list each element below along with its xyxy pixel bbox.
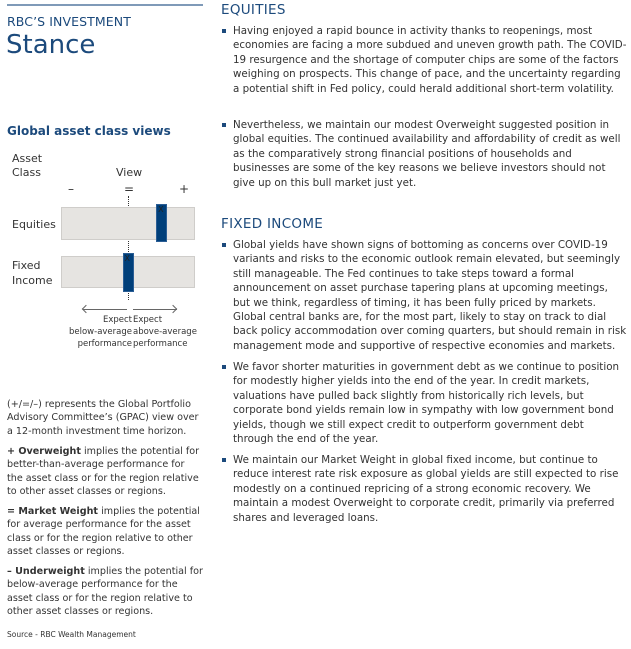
equities-bullet-text: Nevertheless, we maintain our modest Overweight suggested position in global equities. The continued availability and affordability of credit as well as the comparatively strong financial positions of households and businesses are some of the key reasons we believe investors should not give up on this bull market just yet. [233,119,621,189]
equities-section-title: EQUITIES [221,2,286,18]
legend-underweight-term: – Underweight [7,566,85,577]
row-label-fixed-income-line1: Fixed [12,259,41,272]
asset-class-header-line1: Asset [12,152,43,165]
source-note: Source - RBC Wealth Management [7,630,136,639]
fixed-income-bullet-text: We favor shorter maturities in government debt as we continue to position for modestly higher yields into the end of the year. In credit markets, valuations have pulled back slightly from historically rich levels, but corporate bond yields remain low in sympathy with low government bond yields, though we still expect credit to outperform government debt through the end of the year. [233,361,620,446]
below-caption-line1: Expect [102,315,132,325]
left-arrow-icon [82,305,90,313]
bullet-icon [222,243,226,247]
asset-class-header-line2: Class [12,166,41,179]
legend-intro: (+/=/–) represents the Global Portfolio Advisory Committee’s (GPAC) view over a 12-month investment time horizon. [7,399,199,437]
fixed-income-bullet [221,238,627,353]
equities-view-track [61,207,195,240]
legend-market-weight-text: implies the potential for average performance for the asset class or for the region relative to other asset classes or regions. [7,506,200,558]
view-header: View [116,166,143,179]
fixed-income-bullet [221,453,627,525]
legend-market-weight [7,505,203,559]
fixed-income-view-marker [123,253,134,292]
legend-overweight-text: implies the potential for better-than-average performance for the asset class or for the region relative to other asset classes or regions. [7,446,200,498]
fixed-income-bullet [221,360,627,446]
legend-underweight-text: implies the potential for below-average performance for the asset class or for the region relative to other asset classes or regions. [7,566,203,618]
scale-marketweight-sign: = [124,182,135,196]
above-caption-line2: above-average [133,327,197,337]
legend-overweight [7,445,203,499]
above-caption-line1: Expect [133,315,163,325]
bullet-icon [222,458,226,462]
scale-underweight-sign: – [68,182,74,196]
below-caption-line3: performance [77,339,132,349]
legend-overweight-term: + Overweight [7,446,81,457]
scale-overweight-sign: + [179,182,190,196]
page-kicker: RBC’S INVESTMENT [7,14,131,29]
equities-view-marker [156,204,167,242]
fixed-income-bullet-text: Global yields have shown signs of bottoming as concerns over COVID-19 variants and risks to the economic outlook remain elevated, but seemingly still manageable. The Fed continues to take steps toward a formal announcement on asset purchase tapering plans at upcoming meetings, but we think, regardless of timing, it has been fully priced by markets. Global central banks are, for the most part, likely to stay on track to dial back policy accommodation over coming quarters, but should remain in risk management mode and supportive of respective economies and markets. [233,239,627,352]
page-title: Stance [6,30,96,60]
bullet-icon [222,365,226,369]
legend-underweight [7,565,203,619]
above-average-caption [133,314,197,350]
above-caption-line3: performance [133,339,188,349]
row-label-fixed-income-line2: Income [12,274,53,287]
row-label-equities: Equities [12,218,56,231]
equities-bullet-text: Having enjoyed a rapid bounce in activity thanks to reopenings, most economies are facing a more subdued and uneven growth path. The COVID-19 resurgence and the shortage of computer chips are some of the factors weighing on prospects. This change of pace, and the uncertainty regarding a potential shift in Fed policy, could herald additional short-term volatility. [233,25,627,95]
equities-bullet [221,118,627,190]
asset-class-views-chart [7,0,217,360]
below-average-caption [69,314,132,350]
fixed-income-section-title: FIXED INCOME [221,216,324,232]
equities-bullet [221,24,627,96]
views-section-title: Global asset class views [7,124,171,138]
right-arrow-icon [169,305,177,313]
bullet-icon [222,123,226,127]
fixed-income-bullet-text: We maintain our Market Weight in global fixed income, but continue to reduce interest rate risk exposure as global yields are still expected to rise modestly on a continued repricing of a strong economic recovery. We maintain a modest Overweight to corporate credit, primarily via preferred shares and leveraged loans. [233,454,619,524]
marker-x-label: X [158,205,164,214]
legend-market-weight-term: = Market Weight [7,506,99,517]
below-caption-line2: below-average [68,327,132,337]
bullet-icon [222,29,226,33]
marker-x-label: X [124,254,130,263]
